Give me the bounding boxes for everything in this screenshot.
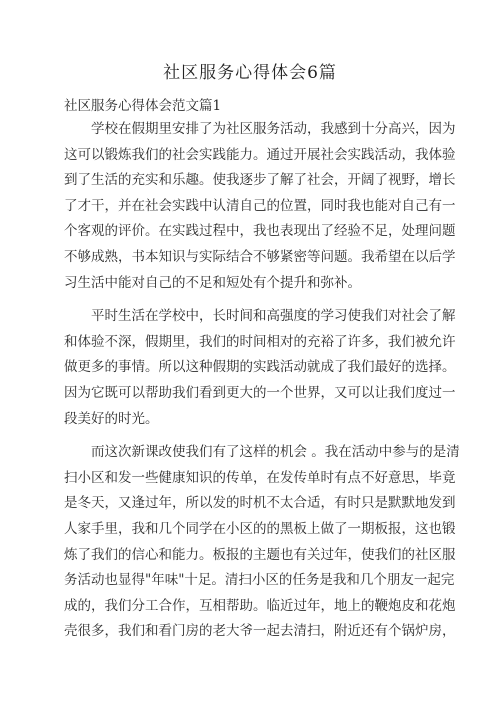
paragraph-line: 壳很多，我们和看门房的老大爷一起去清扫，附近还有个锅炉房， <box>64 623 456 640</box>
paragraph-line: 因为它既可以帮助我们看到更大的一个世界，又可以让我们度过一 <box>64 384 456 401</box>
paragraph-line: 个客观的评价。在实践过程中，我也表现出了经验不足，处理问题 <box>64 223 456 240</box>
paragraph-2 <box>64 304 456 432</box>
section-heading: 社区服务心得体会范文篇1 <box>64 98 222 114</box>
paragraph-1 <box>64 117 456 296</box>
paragraph-line: 习生活中能对自己的不足和短处有个提升和弥补。 <box>64 274 361 291</box>
paragraph-line: 是冬天，又逢过年，所以发的时机不太合适，有时只是默默地发到 <box>64 495 456 512</box>
paragraph-line: 平时生活在学校中，长时间和高强度的学习使我们对社会了解 <box>91 308 456 325</box>
document-title: 社区服务心得体会6篇 <box>163 63 337 83</box>
paragraph-line: 炼了我们的信心和能力。板报的主题也有关过年，使我们的社区服 <box>64 546 456 563</box>
paragraph-line: 和体验不深，假期里，我们的时间相对的充裕了许多，我们被允许 <box>64 333 456 350</box>
paragraph-line: 扫小区和发一些健康知识的传单，在发传单时有点不好意思，毕竟 <box>64 469 456 486</box>
paragraph-line: 学校在假期里安排了为社区服务活动，我感到十分高兴，因为 <box>91 121 456 137</box>
document-body <box>64 117 460 645</box>
paragraph-line: 这可以锻炼我们的社会实践能力。通过开展社会实践活动，我体验 <box>64 146 456 163</box>
paragraph-line: 不够成熟，书本知识与实际结合不够紧密等问题。我希望在以后学 <box>64 248 456 265</box>
paragraph-line: 了才干，并在社会实践中认清自己的位置，同时我也能对自己有一 <box>64 197 456 214</box>
paragraph-line: 务活动也显得"年味"十足。清扫小区的任务是我和几个朋友一起完 <box>64 572 455 589</box>
paragraph-line: 做更多的事情。所以这种假期的实践活动就成了我们最好的选择。 <box>64 359 456 376</box>
paragraph-line: 而这次新课改使我们有了这样的机会 。我在活动中参与的是清 <box>91 444 460 461</box>
paragraph-line: 人家手里，我和几个同学在小区的的黑板上做了一期板报，这也锻 <box>64 520 456 537</box>
paragraph-line: 段美好的时光。 <box>64 410 159 427</box>
paragraph-line: 成的，我们分工合作，互相帮助。临近过年，地上的鞭炮皮和花炮 <box>64 597 456 614</box>
paragraph-line: 到了生活的充实和乐趣。使我逐步了解了社会，开阔了视野，增长 <box>64 172 456 189</box>
paragraph-3 <box>64 440 460 645</box>
